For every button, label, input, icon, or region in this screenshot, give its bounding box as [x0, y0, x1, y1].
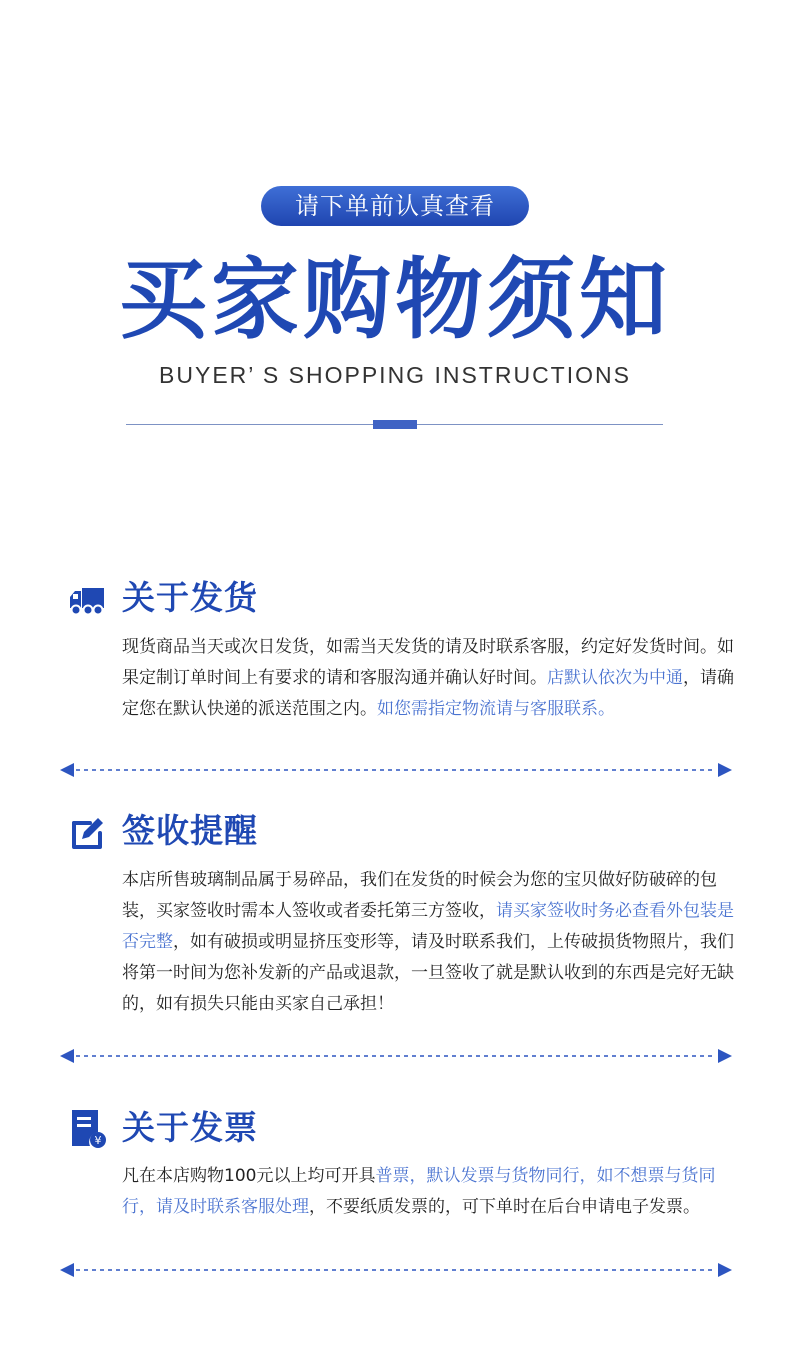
section-body	[122, 865, 742, 1020]
section-divider	[60, 1049, 732, 1063]
body-text: 本店所售玻璃制品属于易碎品，我们在发货的时候会为您的宝贝做好防破碎的包装，买家签收时需本人签收或者委托第三方签收，	[122, 870, 717, 921]
page-subtitle: BUYER’ S SHOPPING INSTRUCTIONS	[159, 362, 631, 388]
truck-icon	[68, 580, 108, 620]
notice-pill: 请下单前认真查看	[261, 186, 529, 226]
body-text: 现货商品当天或次日发货，如需当天发货的请及时联系客服，约定好发货时间。如果定制订单时间上有要求的请和客服沟通并确认好时间。	[122, 637, 734, 688]
invoice-icon	[68, 1108, 108, 1148]
section-receipt	[0, 805, 790, 1035]
section-invoice	[0, 1102, 790, 1252]
section-divider	[60, 1263, 732, 1277]
body-highlight: 请买家签收时务必查看外包装是否完整	[122, 901, 734, 952]
header	[0, 0, 790, 520]
header-divider-accent	[373, 420, 417, 429]
edit-icon	[68, 813, 108, 853]
section-body	[122, 1161, 742, 1223]
body-text: ，不要纸质发票的，可下单时在后台申请电子发票。	[309, 1197, 700, 1217]
section-shipping	[0, 570, 790, 740]
page-title: 买家购物须知	[118, 248, 671, 351]
section-title: 关于发货	[122, 578, 258, 617]
section-divider	[60, 763, 732, 777]
body-text: 凡在本店购物100元以上均可开具	[122, 1166, 376, 1186]
section-title: 签收提醒	[122, 811, 258, 850]
section-title: 关于发票	[122, 1108, 258, 1147]
section-body	[122, 632, 742, 725]
body-highlight: 普票，默认发票与货物同行，如不想票与货同行，请及时联系客服处理	[122, 1166, 716, 1217]
body-text: ，请确定您在默认快递的派送范围之内。	[122, 668, 734, 719]
body-text: ，如有破损或明显挤压变形等，请及时联系我们，上传破损货物照片，我们将第一时间为您补发新的产品或退款，一旦签收了就是默认收到的东西是完好无缺的，如有损失只能由买家自己承担！	[122, 932, 734, 1014]
body-highlight: 店默认依次为中通	[547, 668, 683, 688]
body-highlight: 如您需指定物流请与客服联系。	[377, 699, 615, 719]
svg-text:¥: ¥	[94, 1134, 102, 1147]
